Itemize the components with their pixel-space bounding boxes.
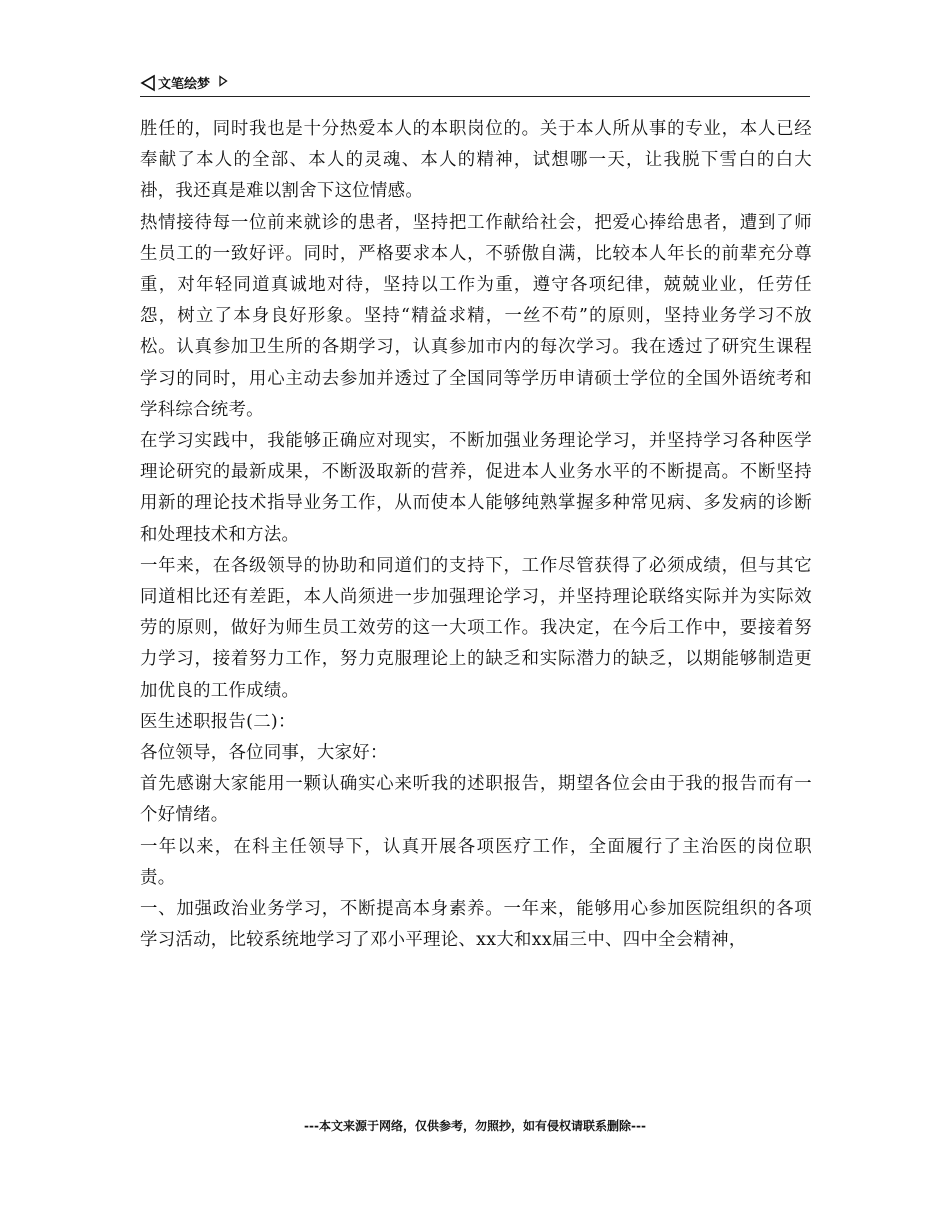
triangle-left-icon xyxy=(140,74,156,92)
paragraph: 一年来，在各级领导的协助和同道们的支持下，工作尽管获得了必须成绩，但与其它同道相比还有差距，本人尚须进一步加强理论学习，并坚持理论联络实际并为实际效劳的原则，做好为师生员工效劳的这一大项工作。我决定，在今后工作中，要接着努力学习，接着努力工作，努力克服理论上的缺乏和实际潜力的缺乏，以期能够制造更加优良的工作成绩。 xyxy=(140,555,812,701)
paragraph: 在学习实践中，我能够正确应对现实，不断加强业务理论学习，并坚持学习各种医学理论研究的最新成果，不断汲取新的营养，促进本人业务水平的不断提高。不断坚持用新的理论技术指导业务工作，从而使本人能够纯熟掌握多种常见病、多发病的诊断和处理技术和方法。 xyxy=(140,431,812,545)
page-footer: ---本文来源于网络，仅供参考，勿照抄，如有侵权请联系删除--- xyxy=(304,1119,646,1133)
brand-text: 文笔绘梦 xyxy=(158,77,211,92)
document-body xyxy=(140,114,812,956)
header-brand xyxy=(140,73,228,92)
paragraph: 热情接待每一位前来就诊的患者，坚持把工作献给社会，把爱心捧给患者，遭到了师生员工的一致好评。同时，严格要求本人，不骄傲自满，比较本人年长的前辈充分尊重，对年轻同道真诚地对待，坚持以工作为重，遵守各项纪律，兢兢业业，任劳任怨，树立了本身良好形象。坚持“精益求精，一丝不苟”的原则，坚持业务学习不放松。认真参加卫生所的各期学习，认真参加市内的每次学习。我在透过了研究生课程学习的同时，用心主动去参加并透过了全国同等学历申请硕士学位的全国外语统考和学科综合统考。 xyxy=(140,212,812,420)
paragraph: 一年以来，在科主任领导下，认真开展各项医疗工作，全面履行了主治医的岗位职责。 xyxy=(140,836,812,888)
paragraph: 胜任的，同时我也是十分热爱本人的本职岗位的。关于本人所从事的专业，本人已经奉献了本人的全部、本人的灵魂、本人的精神，试想哪一天，让我脱下雪白的白大褂，我还真是难以割舍下这位情感。 xyxy=(140,119,812,202)
paragraph: 一、加强政治业务学习，不断提高本身素养。一年来，能够用心参加医院组织的各项学习活动，比较系统地学习了邓小平理论、xx大和xx届三中、四中全会精神， xyxy=(140,899,812,951)
page-header xyxy=(140,72,810,97)
paragraph: 首先感谢大家能用一颗认确实心来听我的述职报告，期望各位会由于我的报告而有一个好情绪。 xyxy=(140,774,812,826)
triangle-right-icon xyxy=(218,75,228,87)
section-heading: 医生述职报告(二)： xyxy=(140,711,296,732)
greeting: 各位领导，各位同事，大家好： xyxy=(140,743,388,764)
